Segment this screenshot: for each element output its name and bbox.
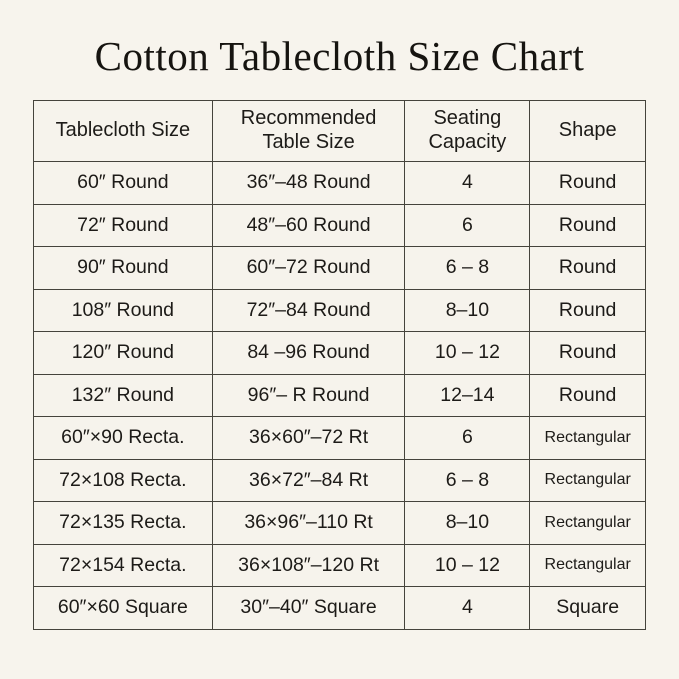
table-cell: 120″ Round	[34, 332, 213, 375]
column-header: Seating Capacity	[405, 101, 530, 162]
column-header: Shape	[530, 101, 646, 162]
table-cell: 10 – 12	[405, 332, 530, 375]
table-row	[34, 247, 646, 290]
table-cell: 90″ Round	[34, 247, 213, 290]
table-cell: Round	[530, 204, 646, 247]
table-cell: 72×108 Recta.	[34, 459, 213, 502]
table-row	[34, 374, 646, 417]
table-cell: 6	[405, 417, 530, 460]
column-header: Tablecloth Size	[34, 101, 213, 162]
tablecloth-size-chart-table	[33, 100, 646, 630]
table-cell: Rectangular	[530, 544, 646, 587]
table-cell: 72″–84 Round	[212, 289, 405, 332]
table-cell: 36″–48 Round	[212, 162, 405, 205]
table-cell: 12–14	[405, 374, 530, 417]
table-row	[34, 289, 646, 332]
table-cell: 60″ Round	[34, 162, 213, 205]
table-cell: Round	[530, 247, 646, 290]
table-row	[34, 459, 646, 502]
table-cell: 36×96″–110 Rt	[212, 502, 405, 545]
table-cell: 8–10	[405, 502, 530, 545]
table-cell: Round	[530, 374, 646, 417]
page-title: Cotton Tablecloth Size Chart	[94, 33, 585, 79]
table-cell: 96″– R Round	[212, 374, 405, 417]
table-body	[34, 162, 646, 630]
table-cell: Rectangular	[530, 502, 646, 545]
table-cell: 10 – 12	[405, 544, 530, 587]
table-cell: 72×135 Recta.	[34, 502, 213, 545]
table-row	[34, 544, 646, 587]
table-cell: 60″×90 Recta.	[34, 417, 213, 460]
table-cell: 48″–60 Round	[212, 204, 405, 247]
table-cell: 8–10	[405, 289, 530, 332]
table-cell: Round	[530, 332, 646, 375]
table-row	[34, 162, 646, 205]
table-cell: Round	[530, 162, 646, 205]
column-header: Recommended Table Size	[212, 101, 405, 162]
table-cell: Square	[530, 587, 646, 630]
table-row	[34, 204, 646, 247]
table-cell: 36×108″–120 Rt	[212, 544, 405, 587]
table-cell: 30″–40″ Square	[212, 587, 405, 630]
table-cell: 60″×60 Square	[34, 587, 213, 630]
table-cell: 132″ Round	[34, 374, 213, 417]
table-cell: 60″–72 Round	[212, 247, 405, 290]
table-cell: 36×60″–72 Rt	[212, 417, 405, 460]
table-cell: 36×72″–84 Rt	[212, 459, 405, 502]
table-cell: 6 – 8	[405, 247, 530, 290]
table-cell: 6	[405, 204, 530, 247]
table-cell: Round	[530, 289, 646, 332]
table-cell: 72″ Round	[34, 204, 213, 247]
table-cell: 108″ Round	[34, 289, 213, 332]
table-row	[34, 417, 646, 460]
table-row	[34, 587, 646, 630]
table-cell: Rectangular	[530, 459, 646, 502]
table-cell: 84 –96 Round	[212, 332, 405, 375]
table-cell: 6 – 8	[405, 459, 530, 502]
table-cell: 4	[405, 162, 530, 205]
table-cell: 4	[405, 587, 530, 630]
header-row	[34, 101, 646, 162]
table-row	[34, 332, 646, 375]
table-cell: Rectangular	[530, 417, 646, 460]
table-row	[34, 502, 646, 545]
table-cell: 72×154 Recta.	[34, 544, 213, 587]
